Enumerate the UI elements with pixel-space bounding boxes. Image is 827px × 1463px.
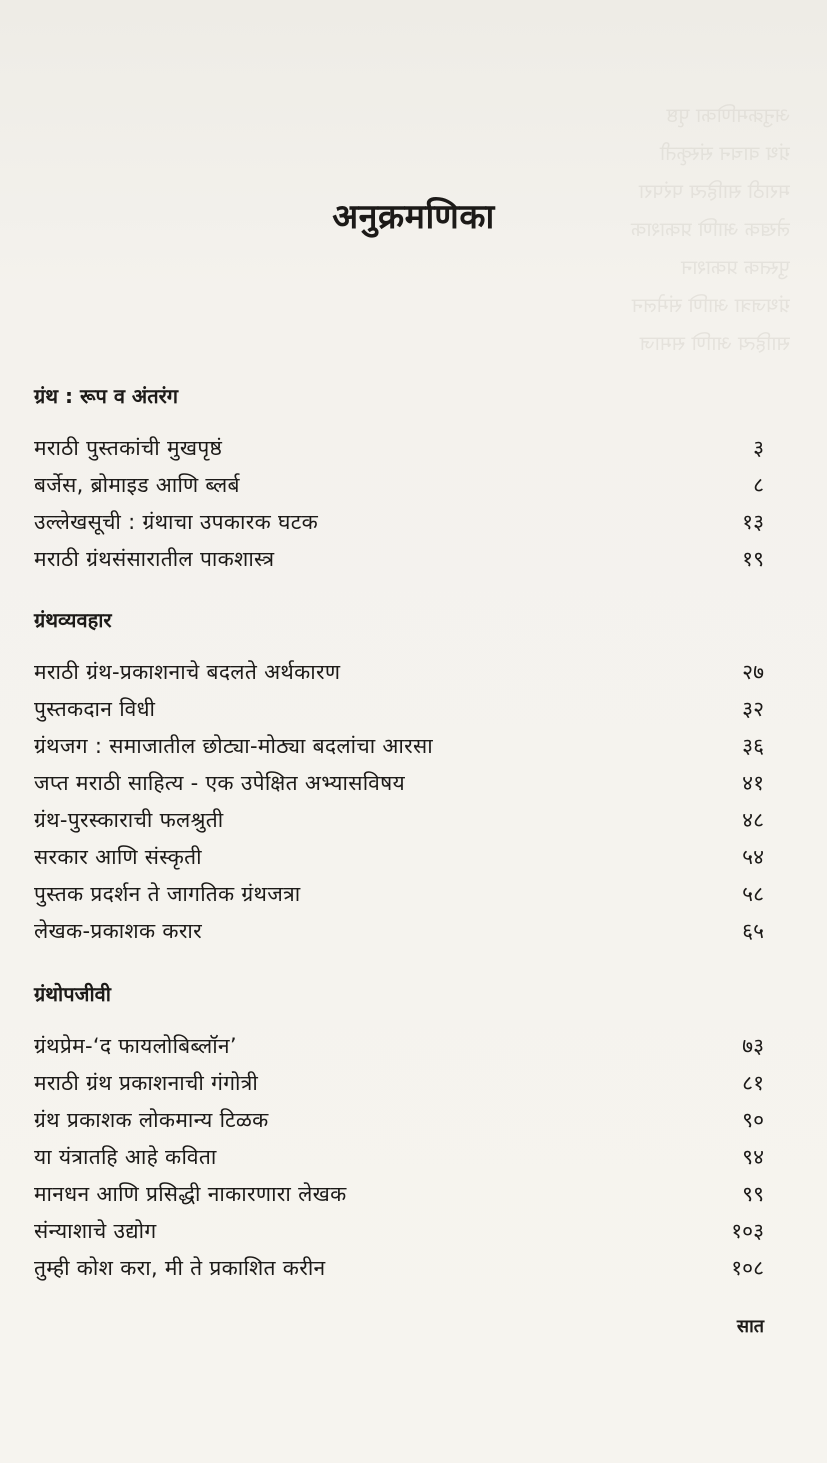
toc-entry[interactable] [34,654,764,691]
section-heading: ग्रंथ : रूप व अंतरंग [34,384,179,408]
toc-section-2 [34,602,764,950]
page-title: अनुक्रमणिका [332,197,495,237]
toc-entry[interactable] [34,802,764,839]
entry-title: उल्लेखसूची : ग्रंथाचा उपकारक घटक [34,510,319,534]
toc-entry[interactable] [34,691,764,728]
entry-page-number: ३२ [742,697,764,721]
entry-page-number: ९९ [742,1182,764,1206]
toc-entry[interactable] [34,541,764,578]
entry-page-number: ३६ [742,734,764,758]
entry-title: पुस्तकदान विधी [34,697,156,721]
entry-page-number: ६५ [742,919,764,943]
toc-entry[interactable] [34,1213,764,1250]
show-through-text: अनुक्रमणिका पृष्ठ ग्रंथ वाचन संस्कृती मराठी साहित्य परंपरा लेखक आणि प्रकाशक पुस्तक प्रकाशन ग्रंथजत्रा आणि संमेलन साहित्य आणि समाज [631,103,790,355]
entry-title: मानधन आणि प्रसिद्धी नाकारणारा लेखक [34,1182,347,1206]
entry-page-number: ७३ [742,1034,764,1058]
entry-title: मराठी ग्रंथ प्रकाशनाची गंगोत्री [34,1071,259,1095]
toc-entry[interactable] [34,913,764,950]
page-number-footer: सात [736,1316,764,1337]
toc-entry[interactable] [34,728,764,765]
entry-title: या यंत्रातहि आहे कविता [34,1145,217,1169]
toc-entry[interactable] [34,1028,764,1065]
toc-entry[interactable] [34,467,764,504]
entry-page-number: ८१ [742,1071,764,1095]
entry-page-number: १०८ [731,1256,764,1280]
entry-page-number: ४८ [742,808,764,832]
entry-title: मराठी पुस्तकांची मुखपृष्ठं [34,436,223,460]
entry-title: जप्त मराठी साहित्य - एक उपेक्षित अभ्यासविषय [34,771,406,795]
toc-entry-list [34,1028,764,1287]
entry-page-number: ९४ [742,1145,764,1169]
entry-title: संन्याशाचे उद्योग [34,1219,157,1243]
entry-title: ग्रंथ-पुरस्काराची फलश्रुती [34,808,224,832]
entry-page-number: १३ [742,510,764,534]
toc-entry[interactable] [34,1102,764,1139]
entry-title: ग्रंथप्रेम-‘द फायलोबिब्लॉन’ [34,1034,237,1058]
entry-page-number: ८ [753,473,764,497]
toc-section-3 [34,976,764,1287]
entry-page-number: ९० [742,1108,764,1132]
toc-entry[interactable] [34,765,764,802]
toc-entry[interactable] [34,1139,764,1176]
toc-entry[interactable] [34,839,764,876]
section-heading: ग्रंथोपजीवी [34,982,111,1006]
toc-entry[interactable] [34,430,764,467]
entry-title: बर्जेस, ब्रोमाइड आणि ब्लर्ब [34,473,240,497]
toc-entry[interactable] [34,1176,764,1213]
toc-entry-list [34,430,764,578]
section-heading: ग्रंथव्यवहार [34,608,112,632]
entry-title: मराठी ग्रंथ-प्रकाशनाचे बदलते अर्थकारण [34,660,341,684]
entry-page-number: ५४ [742,845,764,869]
toc-entry-list [34,654,764,950]
entry-page-number: ५८ [742,882,764,906]
entry-title: पुस्तक प्रदर्शन ते जागतिक ग्रंथजत्रा [34,882,301,906]
toc-entry[interactable] [34,504,764,541]
entry-title: ग्रंथ प्रकाशक लोकमान्य टिळक [34,1108,269,1132]
toc-entry[interactable] [34,876,764,913]
entry-title: लेखक-प्रकाशक करार [34,919,203,943]
entry-page-number: ४१ [742,771,764,795]
entry-page-number: १०३ [731,1219,764,1243]
entry-title: मराठी ग्रंथसंसारातील पाकशास्त्र [34,547,275,571]
entry-page-number: २७ [742,660,764,684]
toc-entry[interactable] [34,1065,764,1102]
entry-title: ग्रंथजग : समाजातील छोट्या-मोठ्या बदलांचा आरसा [34,734,433,758]
entry-page-number: ३ [753,436,764,460]
toc-entry[interactable] [34,1250,764,1287]
toc-section-1 [34,378,764,578]
entry-title: सरकार आणि संस्कृती [34,845,202,869]
entry-title: तुम्ही कोश करा, मी ते प्रकाशित करीन [34,1256,326,1280]
entry-page-number: १९ [742,547,764,571]
